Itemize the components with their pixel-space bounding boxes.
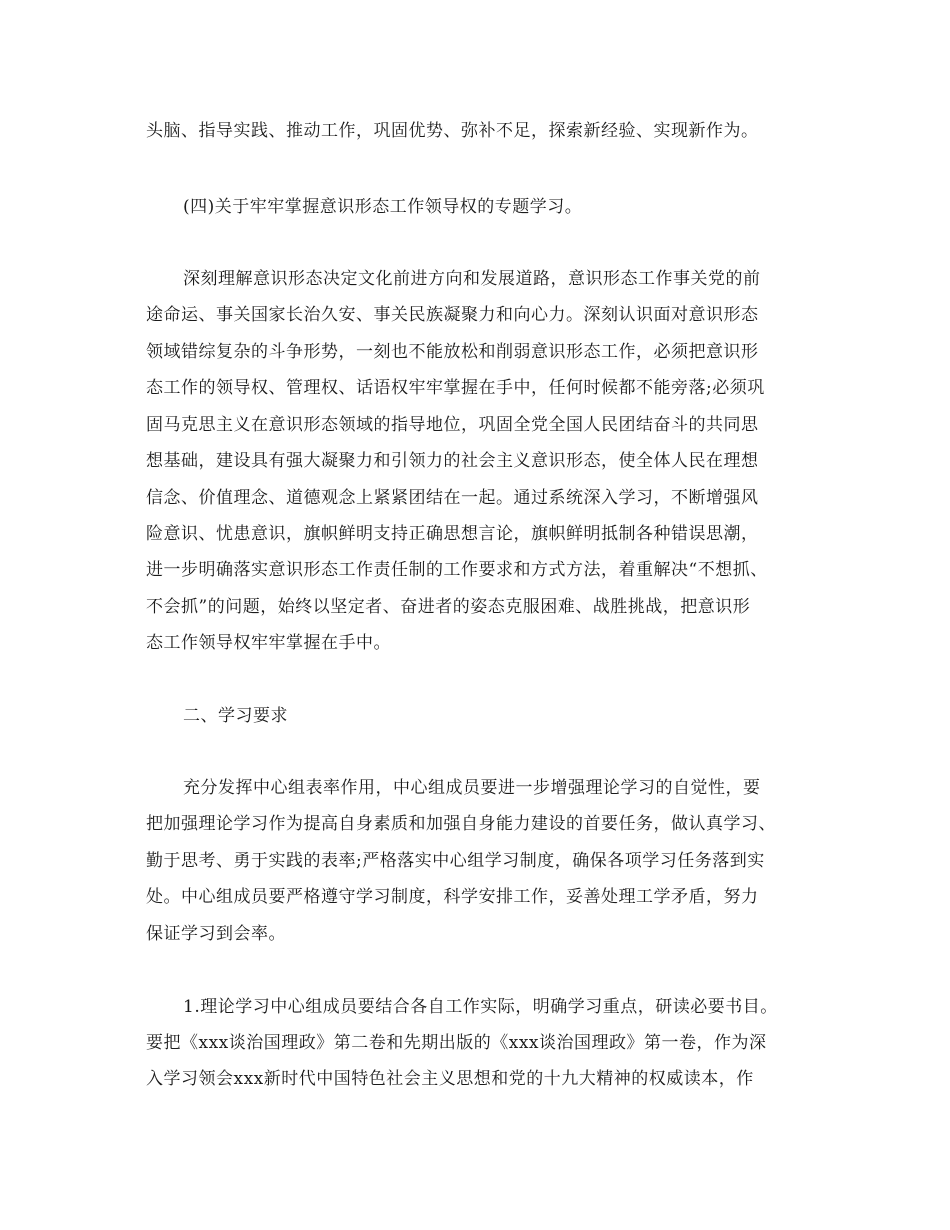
body-text-line: 进一步明确落实意识形态工作责任制的工作要求和方式方法，着重解决“不想抓、 xyxy=(146,560,768,580)
body-text-line: 领域错综复杂的斗争形势，一刻也不能放松和削弱意识形态工作，必须把意识形 xyxy=(146,342,759,362)
body-text-line: 把加强理论学习作为提高自身素质和加强自身能力建设的首要任务，做认真学习、 xyxy=(146,814,776,834)
body-text-line: 固马克思主义在意识形态领域的指导地位，巩固全党全国人民团结奋斗的共同思 xyxy=(146,415,759,435)
body-text-line: 不会抓”的问题，始终以坚定者、奋进者的姿态克服困难、战胜挑战，把意识形 xyxy=(146,597,751,617)
body-text-line: 态工作领导权牢牢掌握在手中。 xyxy=(146,633,391,653)
body-text-line: 处。中心组成员要严格遵守学习制度，科学安排工作，妥善处理工学矛盾，努力 xyxy=(146,887,759,907)
body-text-line: 入学习领会xxx新时代中国特色社会主义思想和党的十九大精神的权威读本，作 xyxy=(146,1069,754,1089)
body-text-line: 要把《xxx谈治国理政》第二卷和先期出版的《xxx谈治国理政》第一卷，作为深 xyxy=(146,1033,767,1053)
body-text-line: 途命运、事关国家长治久安、事关民族凝聚力和向心力。深刻认识面对意识形态 xyxy=(146,305,759,325)
section-heading: (四)关于牢牢掌握意识形态工作领导权的专题学习。 xyxy=(183,197,583,217)
body-text-line: 想基础，建设具有强大凝聚力和引领力的社会主义意识形态，使全体人民在理想 xyxy=(146,451,759,471)
section-heading: 二、学习要求 xyxy=(183,706,288,726)
body-text-line: 头脑、指导实践、推动工作，巩固优势、弥补不足，探索新经验、实现新作为。 xyxy=(146,121,759,141)
body-text-line: 险意识、忧患意识，旗帜鲜明支持正确思想言论，旗帜鲜明抵制各种错误思潮， xyxy=(146,524,759,544)
body-text-line: 勤于思考、勇于实践的表率;严格落实中心组学习制度，确保各项学习任务落到实 xyxy=(146,851,765,871)
body-text-line: 深刻理解意识形态决定文化前进方向和发展道路，意识形态工作事关党的前 xyxy=(183,269,761,289)
body-text-line: 充分发挥中心组表率作用，中心组成员要进一步增强理论学习的自觉性，要 xyxy=(183,778,761,798)
body-text-line: 1.理论学习中心组成员要结合各自工作实际，明确学习重点，研读必要书目。 xyxy=(183,997,778,1017)
body-text-line: 保证学习到会率。 xyxy=(146,924,286,944)
body-text-line: 态工作的领导权、管理权、话语权牢牢掌握在手中，任何时候都不能旁落;必须巩 xyxy=(146,378,765,398)
body-text-line: 信念、价值理念、道德观念上紧紧团结在一起。通过系统深入学习，不断增强风 xyxy=(146,488,759,508)
